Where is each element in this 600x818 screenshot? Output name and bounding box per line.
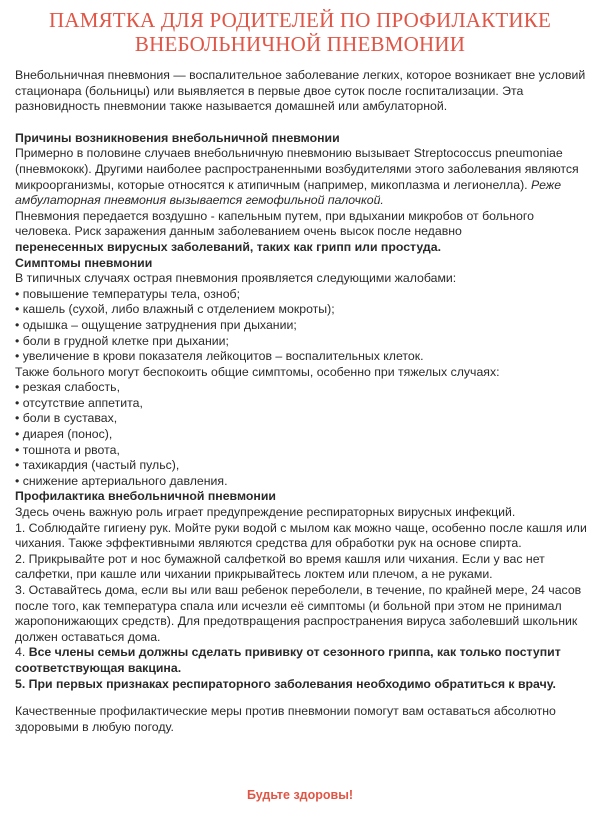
symptom-item: • боли в грудной клетке при дыхании; [15,334,587,350]
symptom-item: • увеличение в крови показателя лейкоцитов – воспалительных клеток. [15,349,587,365]
symptom-item: • повышение температуры тела, озноб; [15,287,587,303]
general-symptom-item: • снижение артериального давления. [15,474,587,490]
page-title [0,8,600,56]
causes-text-1a: Примерно в половине случаев внебольничную пневмонию вызывает Streptococcus pneumoniae (пневмококк). Другими наиболее распространенными возбудителями этого заболевания являются микроорганизмы, которые относятся к атипичным (например, микоплазма и легионелла). [15,146,579,192]
title-line-1: ПАМЯТКА ДЛЯ РОДИТЕЛЕЙ ПО ПРОФИЛАКТИКЕ [49,8,551,32]
title-line-2: ВНЕБОЛЬНИЧНОЙ ПНЕВМОНИИ [134,32,466,56]
general-symptom-item: • диарея (понос), [15,427,587,443]
prevention-heading: Профилактика внебольничной пневмонии [15,489,276,504]
symptom-item: • одышка – ощущение затруднения при дыхании; [15,318,587,334]
symptoms-intro: В типичных случаях острая пневмония проявляется следующими жалобами: [15,271,457,286]
causes-text-1b: Реже амбулаторная пневмония вызывается гемофильной палочкой. [15,177,562,208]
general-symptom-item: • тошнота и рвота, [15,443,587,459]
general-symptom-item: • боли в суставах, [15,411,587,427]
prevention-item-4-text: Все члены семьи должны сделать прививку от сезонного гриппа, как только поступит соответствующая вакцина. [15,645,561,675]
causes-heading: Причины возникновения внебольничной пневмонии [15,130,340,145]
intro-paragraph: Внебольничная пневмония — воспалительное заболевание легких, которое возникает вне условий стационара (больницы) или выявляется в первые двое суток после госпитализации. Эта разновидность пневмонии также называется домашней или амбулаторной. [15,68,586,114]
causes-paragraph-2 [15,209,587,256]
general-symptom-item: • отсутствие аппетита, [15,396,587,412]
prevention-intro: Здесь очень важную роль играет предупреждение респираторных вирусных инфекций. [15,505,516,520]
causes-paragraph-1 [15,146,587,208]
memo-body [15,68,587,735]
prevention-item-3: 3. Оставайтесь дома, если вы или ваш ребенок переболели, в течение, по крайней мере, 24 часов после того, как температура спала или исчезли её симптомы (и больной при этом не принимал жаропонижающих средств). Для предотвращения распространения вируса заболевший школьник должен оставаться дома. [15,583,582,644]
causes-text-2: Пневмония передается воздушно - капельным путем, при вдыхании микробов от больного человека. Риск заражения данным заболеванием очень высок после недавно [15,208,534,239]
general-symptom-item: • резкая слабость, [15,380,587,396]
general-symptom-item: • тахикардия (частый пульс), [15,458,587,474]
prevention-item-1: 1. Соблюдайте гигиену рук. Мойте руки водой с мылом как можно чаще, особенно после кашля или чихания. Также эффективными являются средства для обработки рук на основе спирта. [15,520,587,551]
conclusion-paragraph: Качественные профилактические меры против пневмонии помогут вам оставаться абсолютно здоровыми в любую погоду. [15,704,556,734]
prevention-item-4-number: 4. [15,645,29,660]
symptoms-intro-2: Также больного могут беспокоить общие симптомы, особенно при тяжелых случаях: [15,364,500,379]
prevention-item-5: 5. При первых признаках респираторного заболевания необходимо обратиться к врачу. [15,676,556,691]
prevention-item-2: 2. Прикрывайте рот и нос бумажной салфеткой во время кашля или чихания. Если у вас нет салфетки, при кашле или чихании прикрывайтесь локтем или плечом, а не руками. [15,551,545,582]
prevention-item-4 [15,645,587,676]
symptom-item: • кашель (сухой, либо влажный с отделением мокроты); [15,302,587,318]
closing-wish: Будьте здоровы! [246,788,354,802]
symptoms-heading: Симптомы пневмонии [15,255,153,270]
causes-text-2-bold: перенесенных вирусных заболеваний, таких как грипп или простуда. [15,239,441,254]
